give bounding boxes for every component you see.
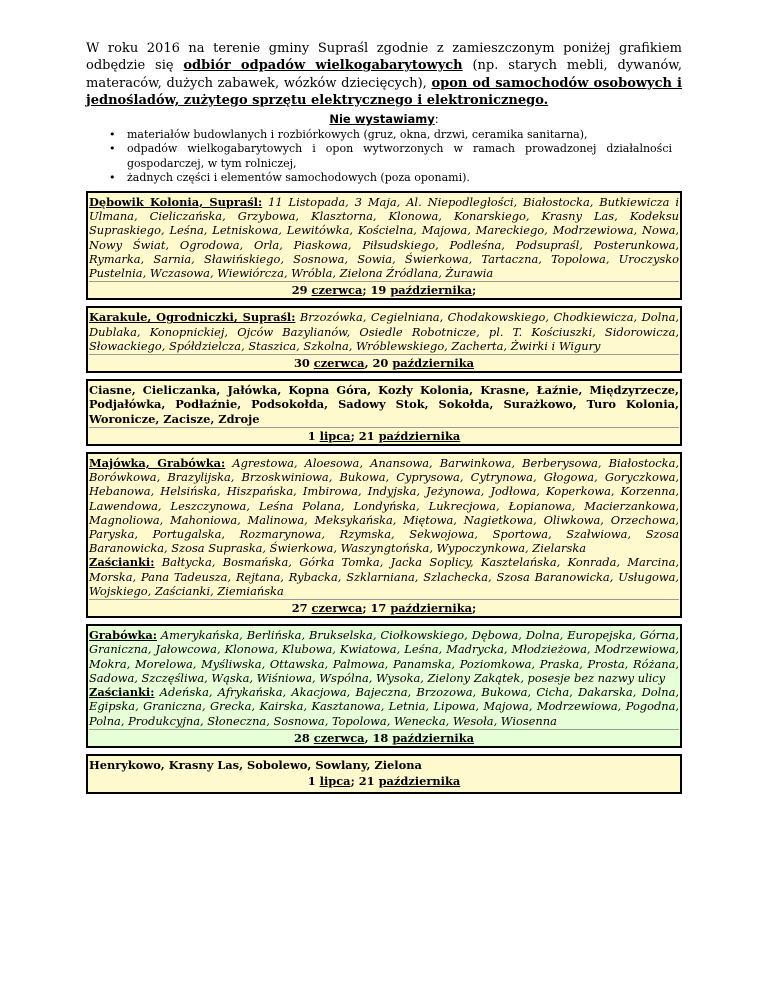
- zone-description: [89, 310, 679, 353]
- date-end: ;: [472, 601, 477, 616]
- intro-bold-1: odbiór odpadów wielkogabarytowych: [183, 58, 463, 74]
- date-separator: ;: [350, 774, 359, 789]
- date-day-1: 30: [293, 356, 310, 371]
- date-month-2: października: [392, 356, 475, 371]
- date-day-1: 27: [291, 601, 308, 616]
- list-item-text: żadnych części i elementów samochodowych (poza oponami).: [127, 170, 470, 184]
- date-day-2: 21: [358, 774, 375, 789]
- date-month-2: października: [378, 774, 461, 789]
- zone-dates: [89, 354, 679, 370]
- date-separator: ;: [362, 283, 371, 298]
- zone-ciasne-villages: [86, 379, 682, 446]
- list-item: [109, 128, 672, 142]
- document-page: [86, 40, 682, 794]
- list-item: [109, 170, 672, 185]
- zone-description: [89, 195, 679, 280]
- date-end: ;: [472, 283, 477, 298]
- date-month-1: czerwca: [313, 730, 365, 745]
- date-separator: ;: [350, 428, 359, 443]
- zone-title: Henrykowo, Krasny Las, Sobolewo, Sowlany, Zielona: [89, 757, 422, 772]
- date-day-1: 29: [291, 283, 308, 298]
- do-not-label: Nie wystawiamy: [329, 112, 435, 127]
- date-day-2: 21: [358, 428, 375, 443]
- zone-streets: Brzozówka, Cegielniana, Chodakowskiego, Chodkiewicza, Dolna, Dublaka, Konopnickiej, Ojców Bazylianów, Osiedle Robotnicze, pl. T. Kościuszki, Sidorowicza, Słowackiego, Spółdzielcza, Staszica, Szkolna, Wróblewskiego, Zacherta, Żwirki i Wigury: [89, 310, 679, 353]
- date-day-1: 1: [307, 774, 316, 789]
- date-separator: ,: [364, 730, 373, 745]
- bullet-icon: •: [109, 142, 116, 156]
- date-day-1: 1: [307, 428, 316, 443]
- zone-description: [89, 456, 679, 555]
- zone-description-2: [89, 555, 679, 598]
- zone-description: [89, 758, 679, 772]
- date-month-1: czerwca: [313, 356, 365, 371]
- date-separator: ,: [364, 356, 373, 371]
- date-month-2: października: [392, 730, 475, 745]
- zone-title: Dębowik Kolonia, Supraśl:: [89, 195, 263, 209]
- zone-description: [89, 383, 679, 426]
- zone-streets-2: Adeńska, Afrykańska, Akacjowa, Bajeczna, Brzozowa, Bukowa, Cicha, Dakarska, Dolna, Egipska, Graniczna, Grecka, Kairska, Kasztanowa, Letnia, Lipowa, Majowa, Modrzewiowa, Pogodna, Polna, Produkcyjna, Słoneczna, Sosnowa, Topolowa, Wenecka, Wesoła, Wiosenna: [89, 685, 679, 728]
- date-month-2: października: [378, 428, 461, 443]
- date-month-1: czerwca: [311, 601, 363, 616]
- zone-dates: [89, 729, 679, 745]
- date-day-2: 19: [370, 283, 387, 298]
- list-item: [109, 142, 672, 170]
- date-separator: ;: [362, 601, 371, 616]
- zone-title: Majówka, Grabówka:: [89, 456, 226, 471]
- zone-description-2: [89, 685, 679, 728]
- zone-debowik-suprasl: [86, 191, 682, 300]
- date-day-1: 28: [293, 730, 310, 745]
- zone-streets: Amerykańska, Berlińska, Brukselska, Ciołkowskiego, Dębowa, Dolna, Europejska, Górna, Graniczna, Jałowcowa, Klonowa, Klubowa, Kwiatowa, Leśna, Madrycka, Młodzieżowa, Modrzewiowa, Mokra, Morelowa, Myśliwska, Ottawska, Palmowa, Panamska, Poziomkowa, Praska, Prosta, Różana, Sadowa, Szczęśliwa, Wąska, Wiśniowa, Wspólna, Wysoka, Zielony Zakątek, posesje bez nazwy ulicy: [89, 628, 679, 685]
- do-not-list: [86, 128, 682, 185]
- zone-title: Grabówka:: [89, 628, 157, 643]
- zone-streets-2: Bałtycka, Bosmańska, Górka Tomka, Jacka Soplicy, Kasztelańska, Konrada, Marcina, Morska, Pana Tadeusza, Rejtana, Rybacka, Szklarniana, Szlachecka, Szosa Baranowicka, Usługowa, Wojskiego, Zaścianki, Ziemiańska: [89, 555, 679, 598]
- zone-streets: Agrestowa, Aloesowa, Anansowa, Barwinkowa, Berberysowa, Białostocka, Borówkowa, Brazylijska, Brzoskwiniowa, Bukowa, Cyprysowa, Cytrynowa, Głogowa, Goryczkowa, Hebanowa, Helsińska, Hiszpańska, Imbirowa, Indyjska, Jeżynowa, Jodłowa, Koperkowa, Korzenna, Lawendowa, Leszczynowa, Leśna Polana, Londyńska, Lukrecjowa, Łopianowa, Macierzankowa, Magnoliowa, Mahoniowa, Malinowa, Meksykańska, Miętowa, Nagietkowa, Oliwkowa, Orzechowa, Paryska, Portugalska, Rozmarynowa, Rzymska, Sekwojowa, Sportowa, Szałwiowa, Szosa Baranowicka, Szosa Supraska, Świerkowa, Waszyngtońska, Wypoczynkowa, Zielarska: [89, 456, 679, 556]
- list-item-text: odpadów wielkogabarytowych i opon wytworzonych w ramach prowadzonej działalności gospodarczej, w tym rolniczej,: [127, 142, 672, 170]
- zone-title-2: Zaścianki:: [89, 685, 155, 700]
- zone-streets: 11 Listopada, 3 Maja, Al. Niepodległości, Białostocka, Butkiewicza i Ulmana, Cieliczańska, Grzybowa, Klasztorna, Klonowa, Konarskiego, Krasny Las, Kodeksu Supraskiego, Leśna, Letniskowa, Lewitówka, Kościelna, Majowa, Mareckiego, Modrzewiowa, Nowa, Nowy Świat, Ogrodowa, Orla, Piaskowa, Piłsudskiego, Podleśna, Podsupraśl, Posterunkowa, Rymarka, Sarnia, Sławińskiego, Sosnowa, Sowia, Świerkowa, Tartaczna, Topolowa, Uroczysko Pustelnia, Wczasowa, Wiewiórcza, Wróbla, Zielona Źródlana, Żurawia: [89, 195, 679, 281]
- intro-bold-2: opon od samochodów osobowych i jednośladów, zużytego sprzętu elektrycznego i elektronicznego.: [86, 75, 682, 108]
- intro-paragraph: [86, 40, 682, 109]
- intro-text-2: (np. starych mebli, dywanów, materaców, dużych zabawek, wózków dziecięcych),: [86, 58, 682, 91]
- date-day-2: 20: [372, 356, 389, 371]
- zone-dates: [89, 427, 679, 443]
- zone-title: Karakule, Ogrodniczki, Supraśl:: [89, 310, 296, 325]
- date-day-2: 17: [370, 601, 387, 616]
- zone-title: Ciasne, Cieliczanka, Jałówka, Kopna Góra, Kozły Kolonia, Krasne, Łaźnie, Międzyrzecze, Podjałówka, Podłaźnie, Podsokołda, Sadowy Stok, Sokołda, Surażkowo, Turo Kolonia, Woronicze, Zacisze, Zdroje: [89, 383, 679, 426]
- date-month-1: lipca: [319, 774, 351, 789]
- zone-karakule-ogrodniczki: [86, 306, 682, 373]
- zone-dates: [89, 281, 679, 297]
- zone-grabowka-zascianki: [86, 624, 682, 748]
- date-month-1: czerwca: [311, 283, 363, 298]
- zone-title-2: Zaścianki:: [89, 555, 155, 570]
- bullet-icon: •: [109, 128, 116, 142]
- do-not-heading: [86, 112, 682, 127]
- bullet-icon: •: [109, 170, 116, 184]
- zone-majowka-grabowka: [86, 452, 682, 618]
- list-item-text: materiałów budowlanych i rozbiórkowych (gruz, okna, drzwi, ceramika sanitarna),: [127, 128, 588, 142]
- date-month-2: października: [390, 283, 473, 298]
- zone-dates: [89, 773, 679, 788]
- intro-text-1: W roku 2016 na terenie gminy Supraśl zgodnie z zamieszczonym poniżej grafikiem odbędzie się: [86, 41, 682, 74]
- zone-description: [89, 628, 679, 685]
- zone-dates: [89, 599, 679, 615]
- zone-henrykowo-villages: [86, 754, 682, 794]
- date-month-1: lipca: [319, 428, 351, 443]
- do-not-colon: :: [434, 112, 439, 127]
- date-day-2: 18: [372, 730, 389, 745]
- date-month-2: października: [390, 601, 473, 616]
